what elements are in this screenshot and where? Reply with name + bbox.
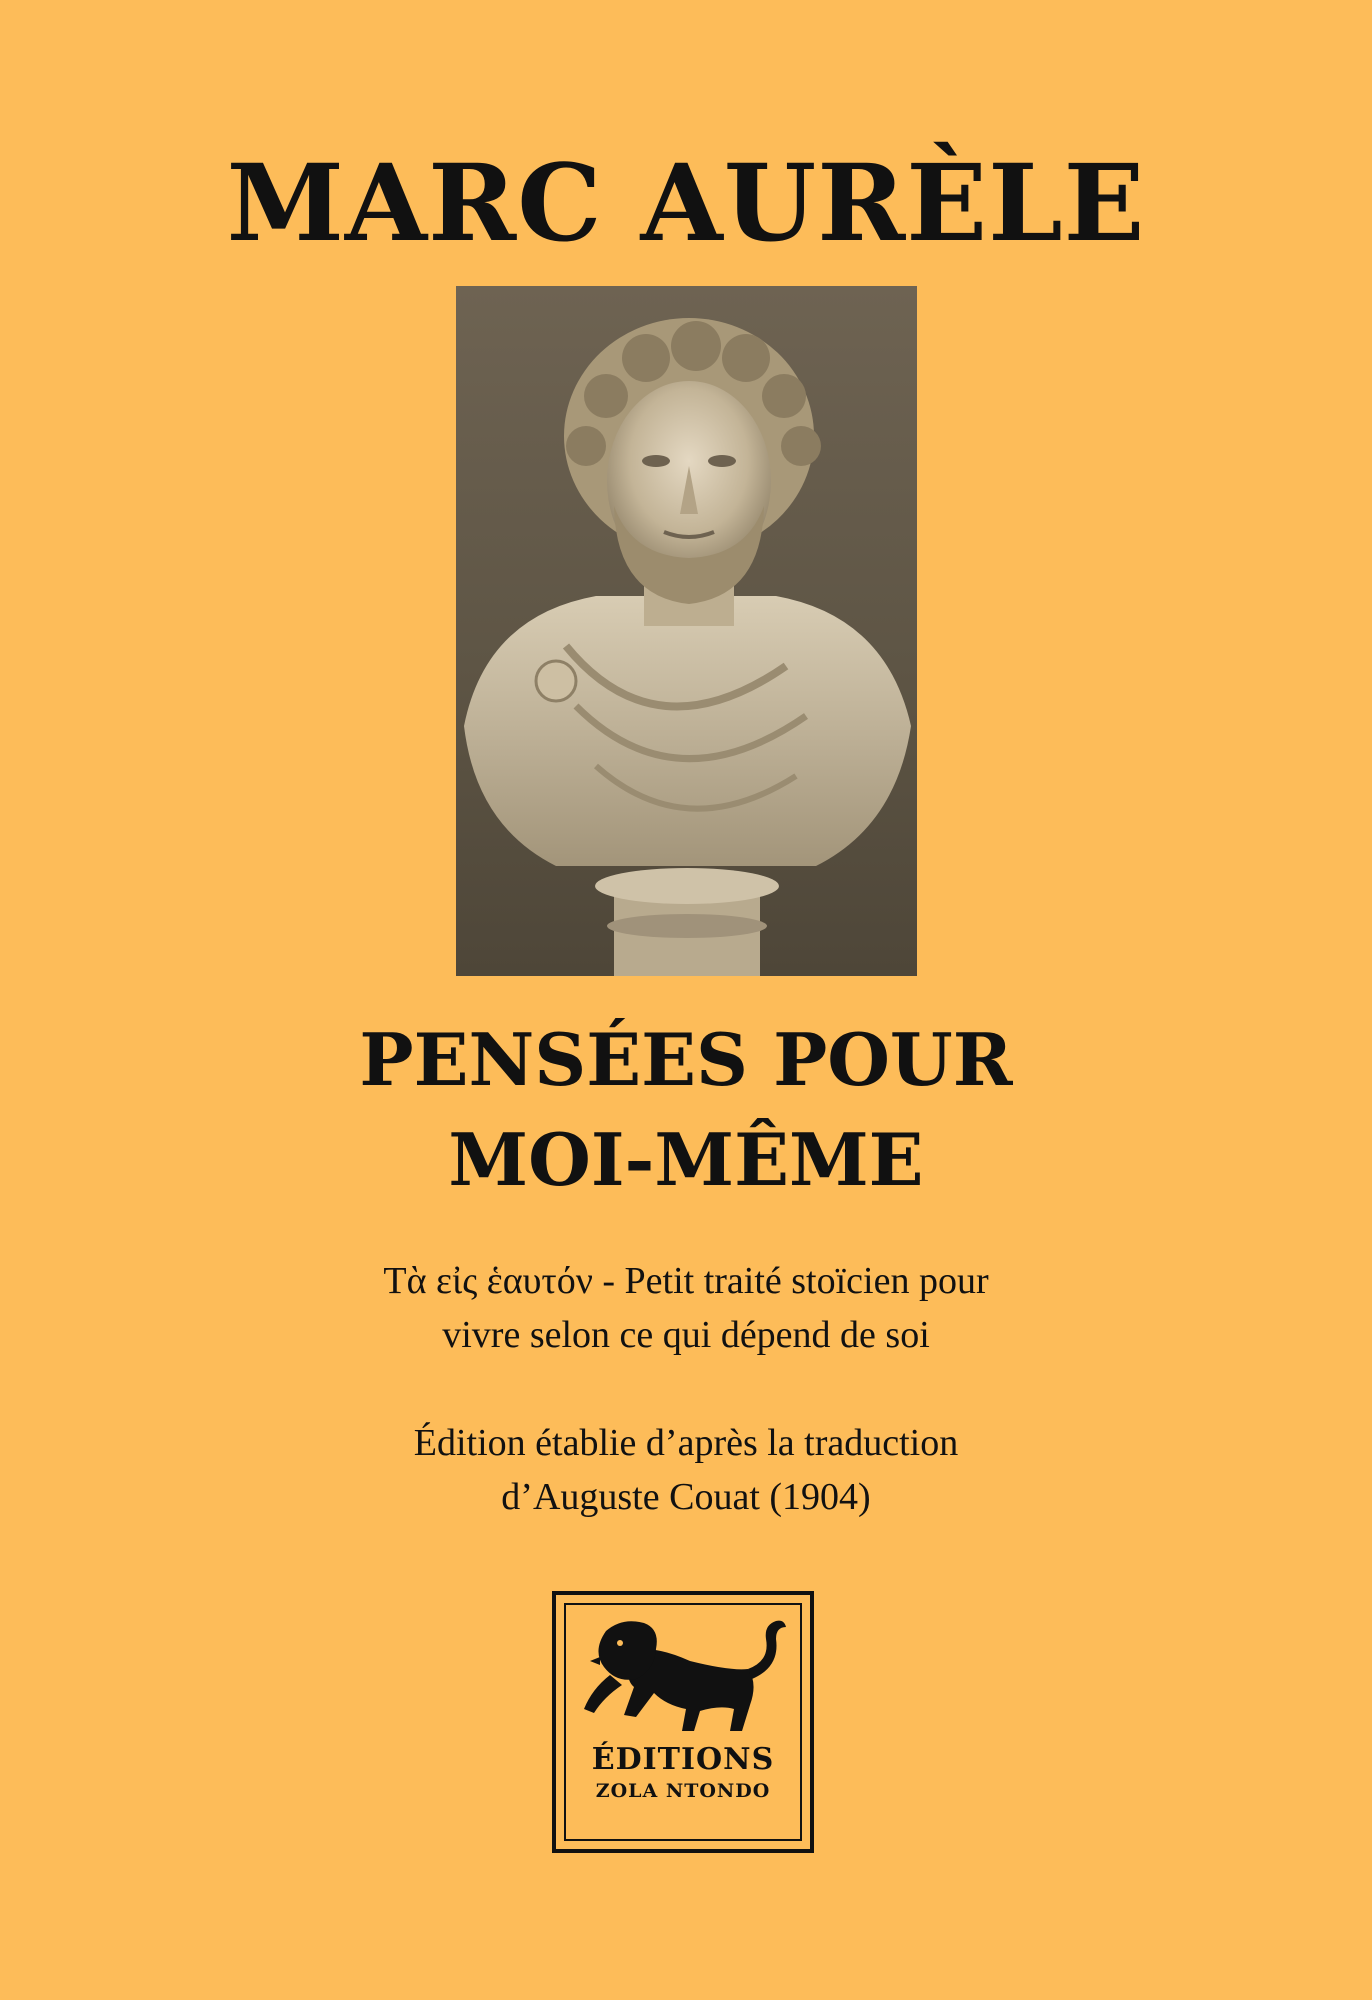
bust-portrait (456, 286, 917, 976)
publisher-logo (552, 1591, 814, 1853)
edition-line-1: Édition établie d’après la traduction (413, 1422, 959, 1464)
publisher-name-line-2: ZOLA NTONDO (595, 1780, 771, 1802)
book-subtitle (0, 1254, 1372, 1362)
publisher-name-line-1: ÉDITIONS (591, 1742, 775, 1777)
title-line-2: MOI-MÊME (448, 1117, 924, 1202)
edition-line-2: d’Auguste Couat (1904) (501, 1476, 871, 1518)
edition-note (0, 1416, 1372, 1524)
lion-icon (570, 1613, 796, 1741)
subtitle-line-2: vivre selon ce qui dépend de soi (442, 1314, 930, 1356)
marble-bust-icon (456, 286, 917, 976)
subtitle-line-1: Τὰ εἰς ἑαυτόν - Petit traité stoïcien pour (383, 1260, 989, 1302)
author-name: MARC AURÈLE (226, 140, 1146, 265)
book-title (0, 1010, 1372, 1210)
title-line-1: PENSÉES POUR (359, 1017, 1013, 1102)
